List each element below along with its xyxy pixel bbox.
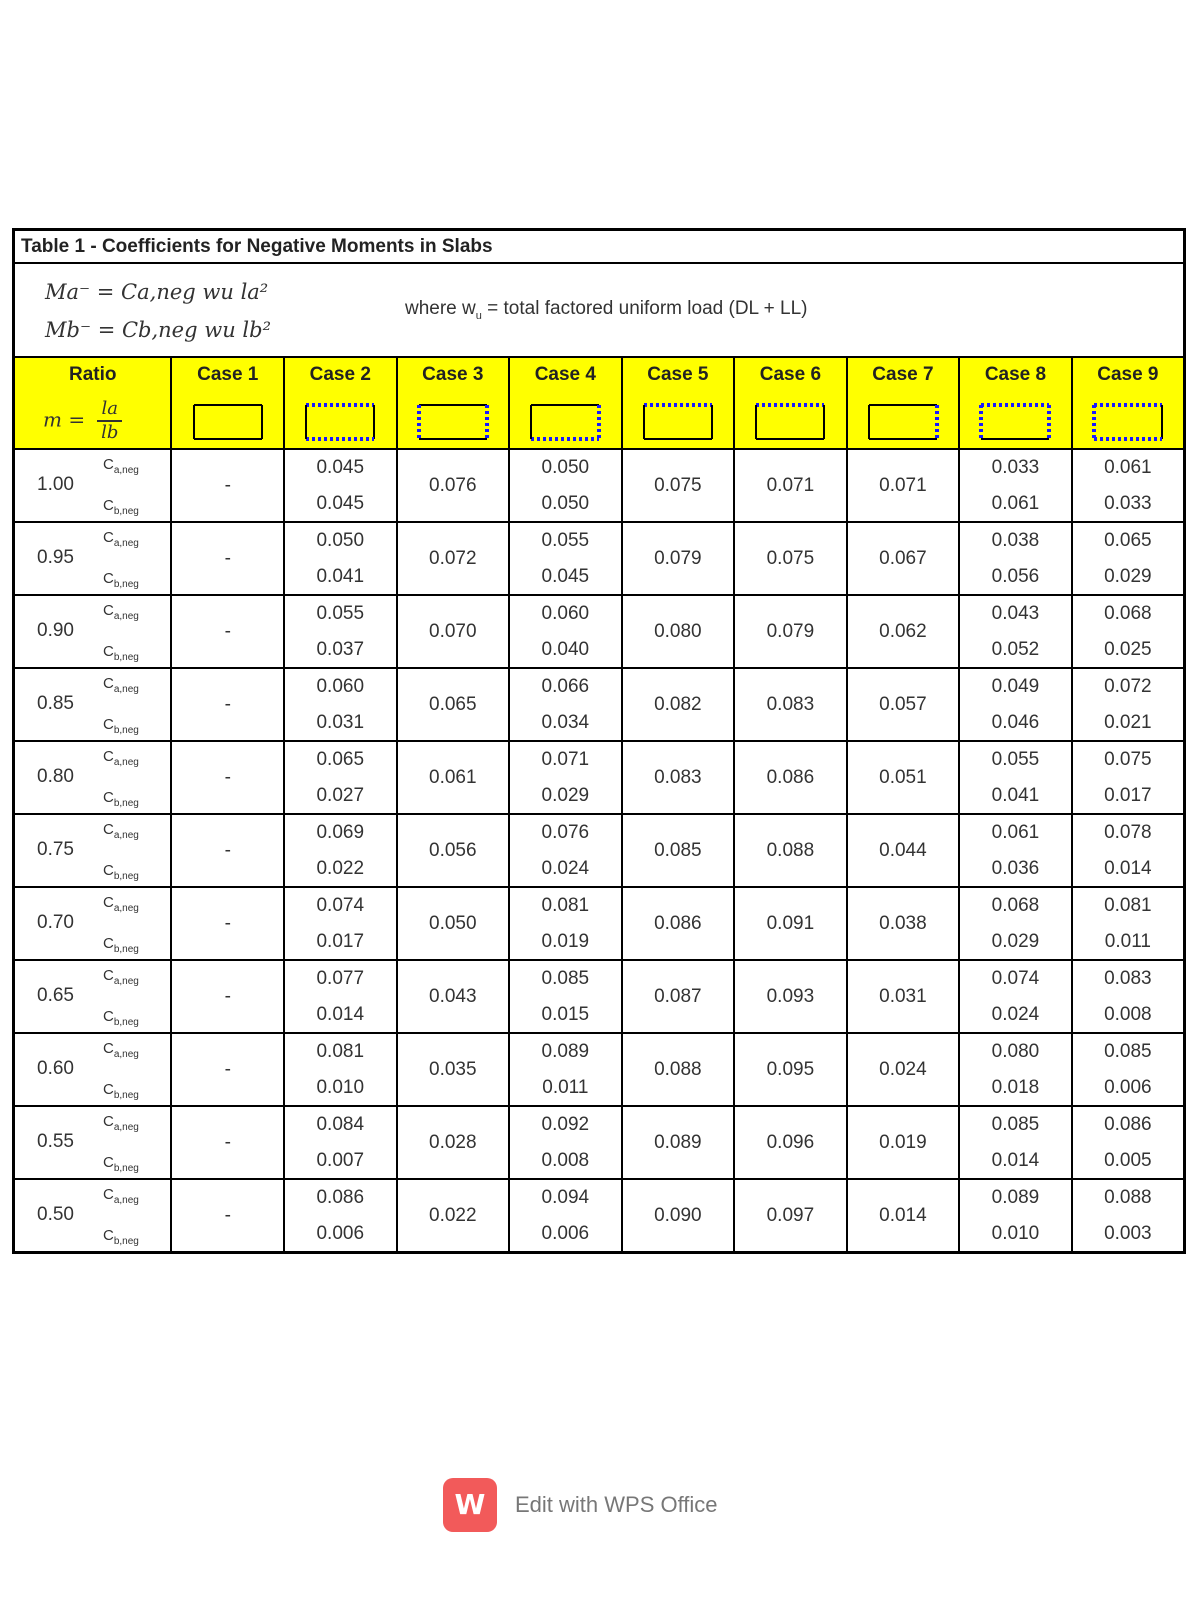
case9-values — [1072, 1179, 1185, 1253]
table-row — [14, 1106, 1185, 1179]
case4-values — [509, 595, 622, 668]
case9-values — [1072, 522, 1185, 595]
coef-b-label: $C_{b,neg}$ — [103, 570, 139, 590]
case9-values-b: 0.008 — [1104, 1004, 1152, 1025]
case5-value: 0.079 — [622, 522, 735, 595]
ratio-cell — [14, 522, 172, 595]
case4-values — [509, 522, 622, 595]
case7-value: 0.031 — [847, 960, 960, 1033]
case6-value: 0.086 — [734, 741, 847, 814]
case2-values-b: 0.022 — [316, 858, 365, 879]
case2-values — [284, 887, 397, 960]
case1-value: - — [171, 522, 284, 595]
case8-values — [959, 1033, 1072, 1106]
case7-value: 0.019 — [847, 1106, 960, 1179]
case-header-3 — [397, 357, 510, 449]
case2-values-b: 0.027 — [316, 785, 365, 806]
moment-formula-b: Mb⁻ = Cb,neg wu lb² — [45, 318, 271, 342]
case8-values-a: 0.049 — [991, 676, 1040, 697]
coef-a-label: $C_{a,neg}$ — [103, 1040, 139, 1060]
case8-values — [959, 449, 1072, 522]
ratio-value: 0.85 — [37, 693, 74, 714]
moment-formula-a: Ma⁻ = Ca,neg wu la² — [45, 280, 269, 304]
case4-values-a: 0.055 — [541, 530, 590, 551]
case9-values — [1072, 449, 1185, 522]
case3-value: 0.076 — [397, 449, 510, 522]
load-definition: where $w_u$ = total factored uniform load (DL + LL) — [405, 298, 808, 322]
table-row — [14, 741, 1185, 814]
case-header-7 — [847, 357, 960, 449]
coef-b-label: $C_{b,neg}$ — [103, 1154, 139, 1174]
case-header-1 — [171, 357, 284, 449]
case9-values — [1072, 960, 1185, 1033]
case-header-6 — [734, 357, 847, 449]
header-row — [14, 357, 1185, 449]
case9-values-a: 0.068 — [1104, 603, 1152, 624]
case-header-2 — [284, 357, 397, 449]
case9-values-b: 0.025 — [1104, 639, 1152, 660]
case4-values-a: 0.081 — [541, 895, 590, 916]
slab-edge-diagram-icon — [979, 403, 1051, 441]
ratio-value: 0.95 — [37, 547, 74, 568]
case6-value: 0.088 — [734, 814, 847, 887]
case3-value: 0.070 — [397, 595, 510, 668]
case4-values — [509, 1179, 622, 1253]
case6-value: 0.083 — [734, 668, 847, 741]
case4-values-a: 0.092 — [541, 1114, 590, 1135]
slab-edge-diagram-icon — [1092, 403, 1164, 441]
case9-values-b: 0.017 — [1104, 785, 1152, 806]
case7-value: 0.014 — [847, 1179, 960, 1253]
coef-a-label: $C_{a,neg}$ — [103, 675, 139, 695]
case9-values-a: 0.083 — [1104, 968, 1152, 989]
case4-values — [509, 887, 622, 960]
case6-value: 0.093 — [734, 960, 847, 1033]
ratio-header — [14, 357, 172, 449]
case8-values-b: 0.010 — [991, 1223, 1040, 1244]
case5-value: 0.090 — [622, 1179, 735, 1253]
case-header-9 — [1072, 357, 1185, 449]
case3-value: 0.028 — [397, 1106, 510, 1179]
table-row — [14, 449, 1185, 522]
case2-values-a: 0.077 — [316, 968, 365, 989]
case5-value: 0.080 — [622, 595, 735, 668]
case8-values-b: 0.041 — [991, 785, 1040, 806]
coef-a-label: $C_{a,neg}$ — [103, 821, 139, 841]
case9-values — [1072, 814, 1185, 887]
case8-values-a: 0.068 — [991, 895, 1040, 916]
case2-values-a: 0.065 — [316, 749, 365, 770]
case4-values-a: 0.066 — [541, 676, 590, 697]
case8-values-a: 0.055 — [991, 749, 1040, 770]
case7-value: 0.038 — [847, 887, 960, 960]
ratio-cell — [14, 1106, 172, 1179]
ratio-cell — [14, 741, 172, 814]
case2-values-a: 0.084 — [316, 1114, 365, 1135]
case9-values-b: 0.011 — [1104, 931, 1151, 952]
case9-values-a: 0.085 — [1104, 1041, 1152, 1062]
case9-values-a: 0.072 — [1104, 676, 1152, 697]
case4-values — [509, 814, 622, 887]
wps-logo-icon: W — [443, 1478, 497, 1532]
case-label: Case 8 — [984, 364, 1047, 385]
case8-values-a: 0.089 — [991, 1187, 1040, 1208]
table-row — [14, 1033, 1185, 1106]
case2-values — [284, 1179, 397, 1253]
case1-value: - — [171, 960, 284, 1033]
case9-values-a: 0.078 — [1104, 822, 1152, 843]
case-label: Case 1 — [197, 364, 259, 385]
case4-values — [509, 449, 622, 522]
case8-values-b: 0.029 — [991, 931, 1040, 952]
case9-values-b: 0.021 — [1104, 712, 1152, 733]
case4-values — [509, 741, 622, 814]
case3-value: 0.072 — [397, 522, 510, 595]
case1-value: - — [171, 741, 284, 814]
table-row — [14, 887, 1185, 960]
case4-values-a: 0.060 — [541, 603, 590, 624]
coef-a-label: $C_{a,neg}$ — [103, 894, 139, 914]
case2-values-a: 0.074 — [316, 895, 365, 916]
case2-values — [284, 1106, 397, 1179]
case4-values-b: 0.045 — [541, 566, 590, 587]
ratio-cell — [14, 887, 172, 960]
case4-values-b: 0.034 — [541, 712, 590, 733]
case8-values — [959, 595, 1072, 668]
ratio-value: 0.55 — [37, 1131, 74, 1152]
slab-edge-diagram-icon — [867, 403, 939, 441]
case8-values — [959, 1106, 1072, 1179]
case9-values-a: 0.081 — [1104, 895, 1152, 916]
ratio-formula: m = $\frac{la}{lb}$ — [43, 398, 122, 444]
coef-b-label: $C_{b,neg}$ — [103, 1081, 139, 1101]
case8-values-a: 0.043 — [991, 603, 1040, 624]
case9-values — [1072, 595, 1185, 668]
case2-values — [284, 1033, 397, 1106]
case5-value: 0.075 — [622, 449, 735, 522]
case4-values-b: 0.029 — [541, 785, 590, 806]
case3-value: 0.035 — [397, 1033, 510, 1106]
case4-values-b: 0.050 — [541, 493, 590, 514]
ratio-cell — [14, 449, 172, 522]
case1-value: - — [171, 887, 284, 960]
case-label: Case 9 — [1097, 364, 1159, 385]
case9-values-a: 0.061 — [1104, 457, 1152, 478]
case4-values — [509, 960, 622, 1033]
ratio-value: 1.00 — [37, 474, 74, 495]
case2-values-b: 0.010 — [316, 1077, 365, 1098]
case9-values-a: 0.065 — [1104, 530, 1152, 551]
case7-value: 0.057 — [847, 668, 960, 741]
case9-values — [1072, 741, 1185, 814]
case4-values-a: 0.071 — [541, 749, 590, 770]
case8-values-b: 0.061 — [991, 493, 1040, 514]
case2-values-b: 0.017 — [316, 931, 365, 952]
case2-values — [284, 668, 397, 741]
coef-a-label: $C_{a,neg}$ — [103, 967, 139, 987]
case5-value: 0.086 — [622, 887, 735, 960]
case7-value: 0.062 — [847, 595, 960, 668]
case6-value: 0.097 — [734, 1179, 847, 1253]
case-label: Case 4 — [534, 364, 596, 385]
case8-values-a: 0.061 — [991, 822, 1040, 843]
case-label: Case 6 — [759, 364, 822, 385]
table-row — [14, 522, 1185, 595]
case2-values — [284, 595, 397, 668]
case8-values — [959, 814, 1072, 887]
case8-values — [959, 522, 1072, 595]
case7-value: 0.067 — [847, 522, 960, 595]
wps-edit-text: Edit with WPS Office — [515, 1492, 718, 1517]
case4-values-a: 0.076 — [541, 822, 590, 843]
coef-a-label: $C_{a,neg}$ — [103, 602, 139, 622]
case9-values-a: 0.075 — [1104, 749, 1152, 770]
case5-value: 0.089 — [622, 1106, 735, 1179]
case2-values-b: 0.014 — [316, 1004, 365, 1025]
case-label: Case 2 — [309, 364, 371, 385]
case4-values-a: 0.085 — [541, 968, 590, 989]
table-row — [14, 668, 1185, 741]
case2-values-a: 0.050 — [316, 530, 365, 551]
coef-a-label: $C_{a,neg}$ — [103, 1186, 139, 1206]
case8-values — [959, 741, 1072, 814]
case4-values-b: 0.015 — [541, 1004, 590, 1025]
ratio-value: 0.80 — [37, 766, 74, 787]
case4-values-a: 0.089 — [541, 1041, 590, 1062]
case-header-4 — [509, 357, 622, 449]
case4-values — [509, 1033, 622, 1106]
case8-values — [959, 887, 1072, 960]
slab-edge-diagram-icon — [304, 403, 376, 441]
case3-value: 0.065 — [397, 668, 510, 741]
coef-a-label: $C_{a,neg}$ — [103, 456, 139, 476]
case9-values-a: 0.086 — [1104, 1114, 1152, 1135]
coef-b-label: $C_{b,neg}$ — [103, 1227, 139, 1247]
case4-values-b: 0.011 — [542, 1077, 589, 1098]
coef-b-label: $C_{b,neg}$ — [103, 789, 139, 809]
table-row — [14, 595, 1185, 668]
case4-values-a: 0.094 — [541, 1187, 590, 1208]
case5-value: 0.082 — [622, 668, 735, 741]
case9-values-b: 0.029 — [1104, 566, 1152, 587]
case2-values-a: 0.069 — [316, 822, 365, 843]
case5-value: 0.088 — [622, 1033, 735, 1106]
ratio-cell — [14, 1033, 172, 1106]
coefficients-table — [12, 228, 1186, 1254]
case6-value: 0.079 — [734, 595, 847, 668]
case1-value: - — [171, 1106, 284, 1179]
case4-values-b: 0.040 — [541, 639, 590, 660]
ratio-cell — [14, 814, 172, 887]
coef-b-label: $C_{b,neg}$ — [103, 1008, 139, 1028]
formula-block — [14, 263, 1185, 357]
case4-values-b: 0.008 — [541, 1150, 590, 1171]
case7-value: 0.044 — [847, 814, 960, 887]
case3-value: 0.043 — [397, 960, 510, 1033]
case9-values — [1072, 1106, 1185, 1179]
case-label: Case 5 — [647, 364, 709, 385]
case3-value: 0.056 — [397, 814, 510, 887]
ratio-value: 0.50 — [37, 1204, 74, 1225]
case8-values-a: 0.038 — [991, 530, 1040, 551]
case5-value: 0.087 — [622, 960, 735, 1033]
case9-values-b: 0.003 — [1104, 1223, 1152, 1244]
case8-values-b: 0.018 — [991, 1077, 1040, 1098]
case-label: Case 7 — [872, 364, 934, 385]
case4-values — [509, 668, 622, 741]
slab-edge-diagram-icon — [642, 403, 714, 441]
case1-value: - — [171, 595, 284, 668]
case8-values-a: 0.080 — [991, 1041, 1040, 1062]
ratio-cell — [14, 595, 172, 668]
case6-value: 0.071 — [734, 449, 847, 522]
slab-edge-diagram-icon — [417, 403, 489, 441]
case3-value: 0.061 — [397, 741, 510, 814]
case9-values-b: 0.005 — [1104, 1150, 1152, 1171]
case8-values-b: 0.036 — [991, 858, 1040, 879]
case7-value: 0.051 — [847, 741, 960, 814]
case1-value: - — [171, 814, 284, 887]
case8-values-b: 0.024 — [991, 1004, 1040, 1025]
case7-value: 0.024 — [847, 1033, 960, 1106]
case1-value: - — [171, 1033, 284, 1106]
coef-b-label: $C_{b,neg}$ — [103, 643, 139, 663]
case8-values — [959, 668, 1072, 741]
ratio-cell — [14, 960, 172, 1033]
case-header-5 — [622, 357, 735, 449]
case2-values-a: 0.045 — [316, 457, 365, 478]
case2-values-b: 0.007 — [316, 1150, 365, 1171]
case3-value: 0.050 — [397, 887, 510, 960]
ratio-label: Ratio — [68, 364, 117, 385]
case2-values-a: 0.060 — [316, 676, 365, 697]
case4-values-a: 0.050 — [541, 457, 590, 478]
case2-values-b: 0.037 — [316, 639, 365, 660]
case2-values-b: 0.006 — [316, 1223, 365, 1244]
case8-values-b: 0.046 — [991, 712, 1040, 733]
case2-values — [284, 814, 397, 887]
case2-values-a: 0.081 — [316, 1041, 365, 1062]
case6-value: 0.096 — [734, 1106, 847, 1179]
coef-a-label: $C_{a,neg}$ — [103, 529, 139, 549]
coef-a-label: $C_{a,neg}$ — [103, 1113, 139, 1133]
case2-values-b: 0.041 — [316, 566, 365, 587]
case5-value: 0.083 — [622, 741, 735, 814]
case9-values-b: 0.006 — [1104, 1077, 1152, 1098]
table-row — [14, 1179, 1185, 1253]
case8-values — [959, 960, 1072, 1033]
table-title: Table 1 - Coefficients for Negative Moments in Slabs — [14, 230, 1185, 264]
ratio-value: 0.90 — [37, 620, 74, 641]
case9-values — [1072, 887, 1185, 960]
case4-values — [509, 1106, 622, 1179]
case6-value: 0.091 — [734, 887, 847, 960]
table-row — [14, 960, 1185, 1033]
slab-edge-diagram-icon — [192, 403, 264, 441]
ratio-value: 0.65 — [37, 985, 74, 1006]
case8-values-b: 0.052 — [991, 639, 1040, 660]
case2-values — [284, 522, 397, 595]
case4-values-b: 0.019 — [541, 931, 590, 952]
case6-value: 0.095 — [734, 1033, 847, 1106]
ratio-cell — [14, 1179, 172, 1253]
case-label: Case 3 — [422, 364, 484, 385]
slab-edge-diagram-icon — [529, 403, 601, 441]
case6-value: 0.075 — [734, 522, 847, 595]
case8-values-a: 0.085 — [991, 1114, 1040, 1135]
case8-values-a: 0.033 — [991, 457, 1040, 478]
coef-b-label: $C_{b,neg}$ — [103, 935, 139, 955]
case9-values-a: 0.088 — [1104, 1187, 1152, 1208]
case5-value: 0.085 — [622, 814, 735, 887]
case9-values-b: 0.014 — [1104, 858, 1152, 879]
case4-values-b: 0.024 — [541, 858, 590, 879]
case2-values — [284, 449, 397, 522]
slab-edge-diagram-icon — [754, 403, 826, 441]
coef-b-label: $C_{b,neg}$ — [103, 497, 139, 517]
case8-values-b: 0.014 — [991, 1150, 1040, 1171]
case3-value: 0.022 — [397, 1179, 510, 1253]
case9-values — [1072, 1033, 1185, 1106]
coef-b-label: $C_{b,neg}$ — [103, 716, 139, 736]
case2-values-a: 0.055 — [316, 603, 365, 624]
case2-values — [284, 960, 397, 1033]
ratio-value: 0.70 — [37, 912, 74, 933]
ratio-value: 0.60 — [37, 1058, 74, 1079]
table-row — [14, 814, 1185, 887]
case2-values-b: 0.031 — [316, 712, 365, 733]
case-header-8 — [959, 357, 1072, 449]
ratio-value: 0.75 — [37, 839, 74, 860]
case4-values-b: 0.006 — [541, 1223, 590, 1244]
case9-values — [1072, 668, 1185, 741]
coef-b-label: $C_{b,neg}$ — [103, 862, 139, 882]
case2-values-b: 0.045 — [316, 493, 365, 514]
case2-values — [284, 741, 397, 814]
coef-a-label: $C_{a,neg}$ — [103, 748, 139, 768]
case9-values-b: 0.033 — [1104, 493, 1152, 514]
case2-values-a: 0.086 — [316, 1187, 365, 1208]
case7-value: 0.071 — [847, 449, 960, 522]
case8-values — [959, 1179, 1072, 1253]
wps-watermark[interactable] — [443, 1478, 743, 1534]
case8-values-b: 0.056 — [991, 566, 1040, 587]
case1-value: - — [171, 668, 284, 741]
case8-values-a: 0.074 — [991, 968, 1040, 989]
case1-value: - — [171, 449, 284, 522]
case1-value: - — [171, 1179, 284, 1253]
ratio-cell — [14, 668, 172, 741]
